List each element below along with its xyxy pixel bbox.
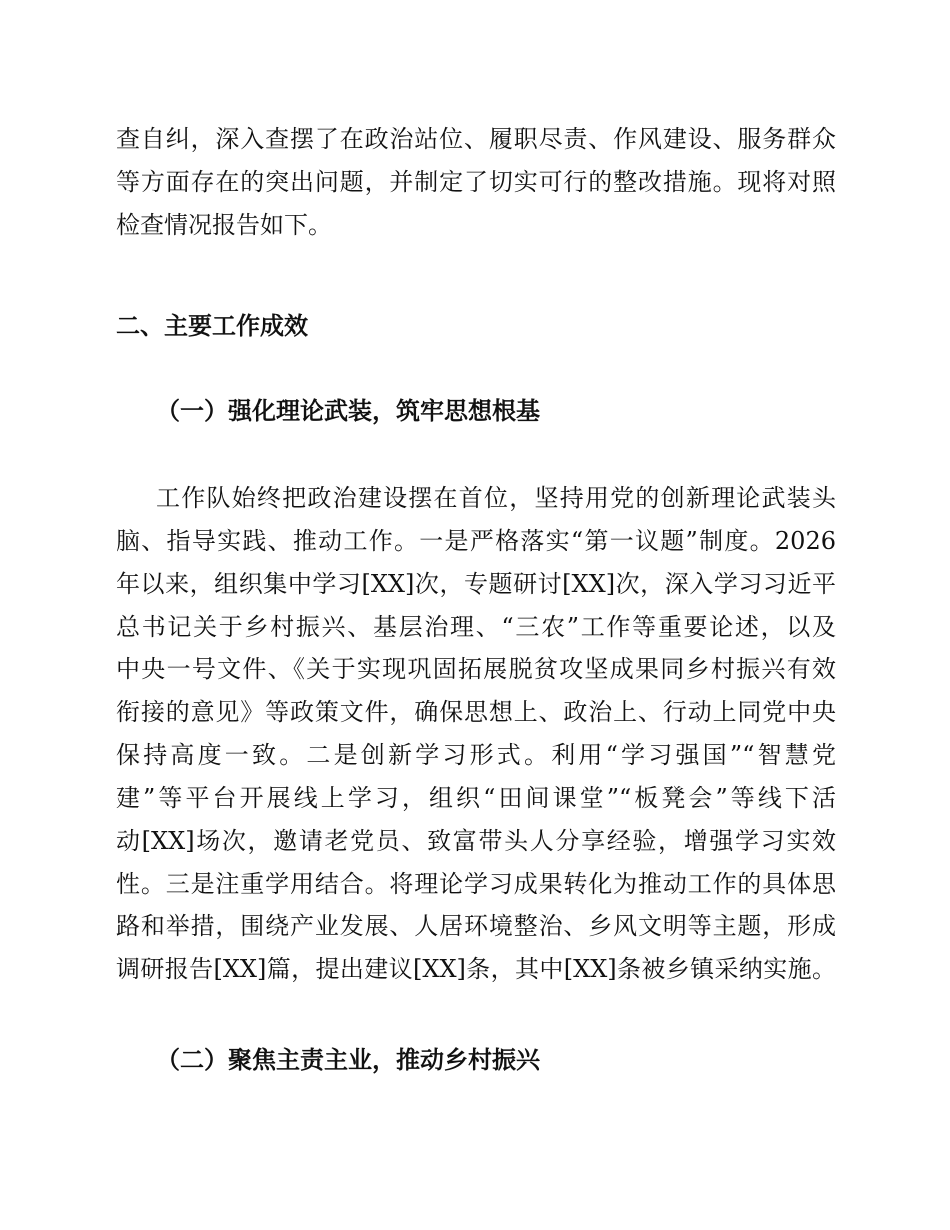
subsection-heading-2: （二）聚焦主责主业，推动乡村振兴 [156,1045,540,1074]
body-line-8: 建”等平台开展线上学习，组织“田间课堂”“板凳会”等线下活 [116,784,836,812]
body-line-12: 调研报告[XX]篇，提出建议[XX]条，其中[XX]条被乡镇采纳实施。 [116,955,836,983]
subsection-heading-1: （一）强化理论武装，筑牢思想根基 [156,396,540,425]
body-line-7: 保持高度一致。二是创新学习形式。利用“学习强国”“智慧党 [116,741,836,769]
body-line-5: 中央一号文件、《关于实现巩固拓展脱贫攻坚成果同乡村振兴有效 [116,655,836,683]
intro-line-3: 检查情况报告如下。 [116,211,332,239]
body-line-10: 性。三是注重学用结合。将理论学习成果转化为推动工作的具体思 [116,870,836,898]
body-line-9: 动[XX]场次，邀请老党员、致富带头人分享经验，增强学习实效 [116,827,836,855]
body-line-3: 年以来，组织集中学习[XX]次，专题研讨[XX]次，深入学习习近平 [116,570,836,598]
body-line-1: 工作队始终把政治建设摆在首位，坚持用党的创新理论武装头 [156,484,836,512]
body-line-4: 总书记关于乡村振兴、基层治理、“三农”工作等重要论述，以及 [116,613,836,641]
intro-line-1: 查自纠，深入查摆了在政治站位、履职尽责、作风建设、服务群众 [116,125,836,153]
intro-line-2: 等方面存在的突出问题，并制定了切实可行的整改措施。现将对照 [116,168,836,196]
body-line-2: 脑、指导实践、推动工作。一是严格落实“第一议题”制度。2026 [116,527,836,555]
section-heading-2: 二、主要工作成效 [116,312,308,340]
body-line-6: 衔接的意见》等政策文件，确保思想上、政治上、行动上同党中央 [116,698,836,726]
body-line-11: 路和举措，围绕产业发展、人居环境整治、乡风文明等主题，形成 [116,912,836,940]
